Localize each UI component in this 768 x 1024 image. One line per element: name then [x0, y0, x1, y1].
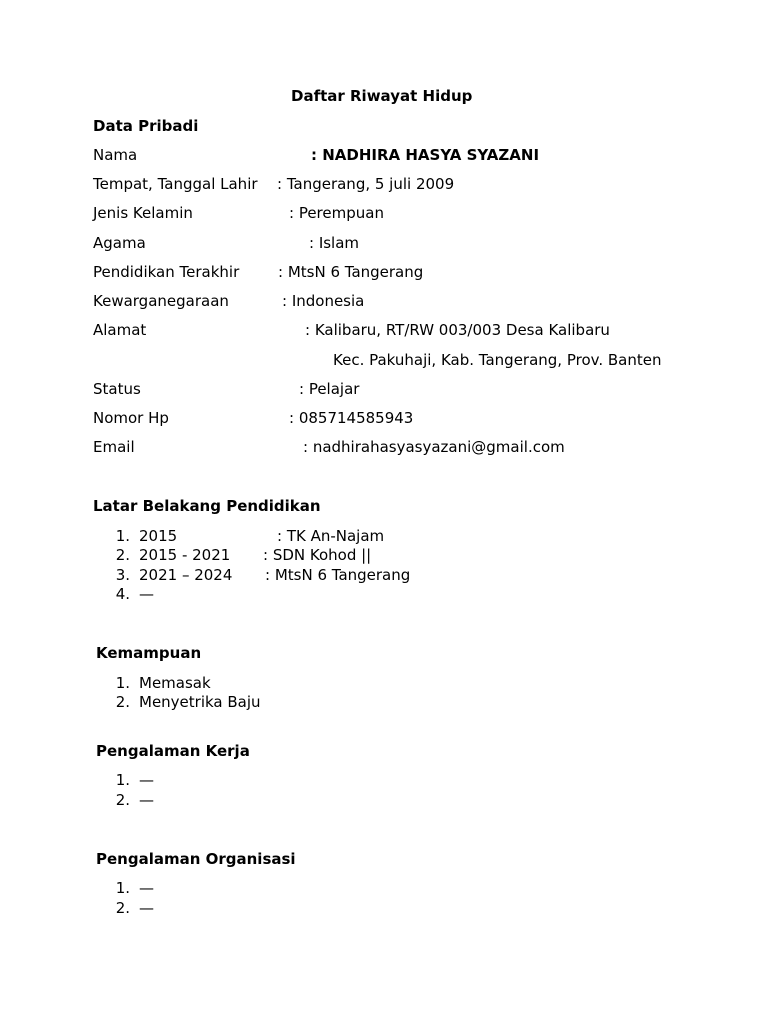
- education-school: : TK An-Najam: [277, 527, 385, 545]
- list-number: 1.: [115, 527, 130, 545]
- skill-text: Menyetrika Baju: [139, 693, 261, 711]
- list-item: [106, 674, 211, 692]
- field-value-alamat-continuation: Kec. Pakuhaji, Kab. Tangerang, Prov. Banten: [333, 351, 662, 369]
- field-label-nama: Nama: [93, 146, 138, 164]
- list-item: [106, 791, 154, 809]
- field-value-alamat: : Kalibaru, RT/RW 003/003 Desa Kalibaru: [305, 321, 610, 339]
- list-item: [106, 899, 154, 917]
- list-number: 1.: [115, 674, 130, 692]
- education-year: 2021 – 2024: [139, 566, 233, 584]
- list-item: [106, 527, 177, 545]
- field-value-email: : nadhirahasyasyazani@gmail.com: [303, 438, 565, 456]
- list-item: [106, 566, 232, 584]
- field-label-nomor-hp: Nomor Hp: [93, 409, 169, 427]
- page-title: Daftar Riwayat Hidup: [291, 87, 473, 105]
- field-value-jenis-kelamin: : Perempuan: [289, 204, 384, 222]
- section-heading-pengalaman-kerja: Pengalaman Kerja: [96, 742, 250, 760]
- field-value-nomor-hp: : 085714585943: [289, 409, 414, 427]
- section-heading-pendidikan: Latar Belakang Pendidikan: [93, 497, 321, 515]
- field-label-agama: Agama: [93, 234, 146, 252]
- field-value-status: : Pelajar: [299, 380, 360, 398]
- list-number: 2.: [115, 791, 130, 809]
- work-text: —: [139, 771, 154, 789]
- field-label-pendidikan-terakhir: Pendidikan Terakhir: [93, 263, 240, 281]
- list-number: 1.: [115, 771, 130, 789]
- field-label-jenis-kelamin: Jenis Kelamin: [93, 204, 193, 222]
- list-item: [106, 693, 261, 711]
- list-number: 2.: [115, 899, 130, 917]
- field-label-email: Email: [93, 438, 135, 456]
- field-label-status: Status: [93, 380, 141, 398]
- education-school: : SDN Kohod ||: [263, 546, 372, 564]
- field-value-agama: : Islam: [309, 234, 360, 252]
- field-value-kewarganegaraan: : Indonesia: [282, 292, 365, 310]
- list-item: [106, 879, 154, 897]
- organization-text: —: [139, 879, 154, 897]
- list-item: [106, 546, 230, 564]
- list-number: 3.: [115, 566, 130, 584]
- education-year: 2015: [139, 527, 178, 545]
- field-value-ttl: : Tangerang, 5 juli 2009: [277, 175, 455, 193]
- section-heading-kemampuan: Kemampuan: [96, 644, 202, 662]
- skill-text: Memasak: [139, 674, 211, 692]
- education-school: : MtsN 6 Tangerang: [265, 566, 411, 584]
- list-item: [106, 585, 154, 603]
- list-number: 2.: [115, 546, 130, 564]
- field-value-nama: : NADHIRA HASYA SYAZANI: [311, 146, 540, 164]
- field-value-pendidikan-terakhir: : MtsN 6 Tangerang: [278, 263, 424, 281]
- list-number: 1.: [115, 879, 130, 897]
- list-item: [106, 771, 154, 789]
- section-heading-data-pribadi: Data Pribadi: [93, 117, 199, 135]
- education-year: —: [139, 585, 154, 603]
- field-label-kewarganegaraan: Kewarganegaraan: [93, 292, 229, 310]
- list-number: 2.: [115, 693, 130, 711]
- list-number: 4.: [115, 585, 130, 603]
- organization-text: —: [139, 899, 154, 917]
- field-label-alamat: Alamat: [93, 321, 147, 339]
- section-heading-pengalaman-organisasi: Pengalaman Organisasi: [96, 850, 296, 868]
- work-text: —: [139, 791, 154, 809]
- education-year: 2015 - 2021: [139, 546, 231, 564]
- field-label-ttl: Tempat, Tanggal Lahir: [93, 175, 258, 193]
